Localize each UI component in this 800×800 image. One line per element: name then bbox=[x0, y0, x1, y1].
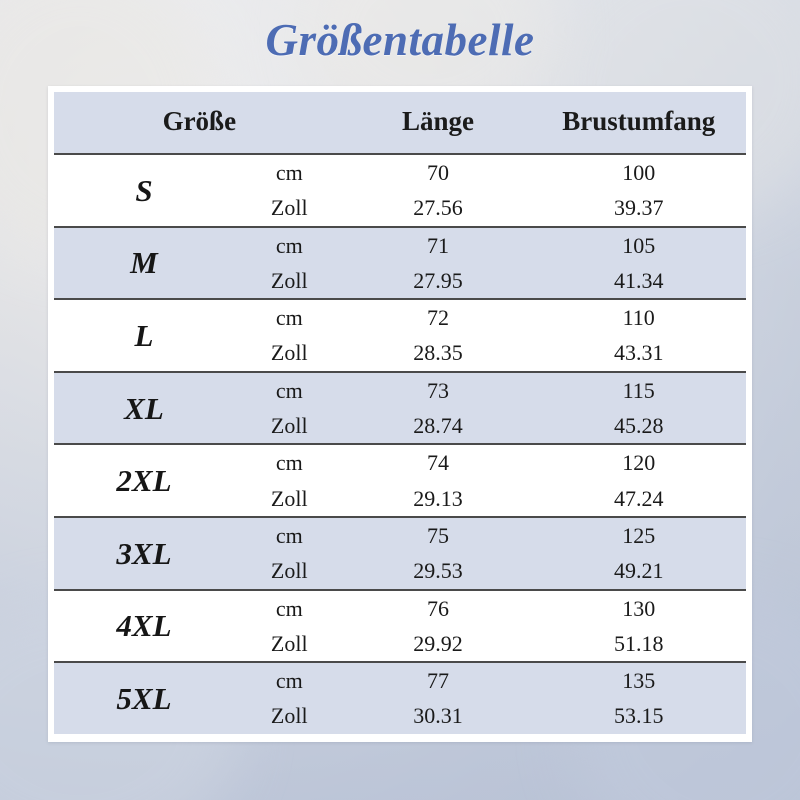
length-zoll-value: 28.35 bbox=[345, 335, 532, 371]
table-row bbox=[54, 517, 746, 553]
chest-zoll-value: 49.21 bbox=[531, 553, 746, 589]
length-zoll-value: 27.56 bbox=[345, 190, 532, 226]
unit-label-cm: cm bbox=[234, 517, 345, 553]
table-header-row bbox=[54, 92, 746, 154]
unit-label-cm: cm bbox=[234, 154, 345, 190]
chest-zoll-value: 53.15 bbox=[531, 698, 746, 733]
table-row bbox=[54, 299, 746, 335]
column-header-chest: Brustumfang bbox=[531, 92, 746, 154]
chest-zoll-value: 45.28 bbox=[531, 408, 746, 444]
size-label: 4XL bbox=[54, 590, 234, 663]
chest-zoll-value: 41.34 bbox=[531, 263, 746, 299]
length-zoll-value: 29.53 bbox=[345, 553, 532, 589]
unit-label-zoll: Zoll bbox=[234, 698, 345, 733]
chest-cm-value: 115 bbox=[531, 372, 746, 408]
chest-cm-value: 105 bbox=[531, 227, 746, 263]
unit-label-zoll: Zoll bbox=[234, 263, 345, 299]
unit-label-cm: cm bbox=[234, 227, 345, 263]
length-cm-value: 70 bbox=[345, 154, 532, 190]
length-zoll-value: 27.95 bbox=[345, 263, 532, 299]
chest-cm-value: 130 bbox=[531, 590, 746, 626]
chest-zoll-value: 47.24 bbox=[531, 481, 746, 517]
column-header-size: Größe bbox=[54, 92, 345, 154]
size-label: 5XL bbox=[54, 662, 234, 734]
length-cm-value: 77 bbox=[345, 662, 532, 698]
chest-zoll-value: 43.31 bbox=[531, 335, 746, 371]
table-row bbox=[54, 444, 746, 480]
size-label: 3XL bbox=[54, 517, 234, 590]
length-zoll-value: 29.92 bbox=[345, 626, 532, 662]
chest-cm-value: 120 bbox=[531, 444, 746, 480]
chest-zoll-value: 51.18 bbox=[531, 626, 746, 662]
unit-label-cm: cm bbox=[234, 444, 345, 480]
chest-cm-value: 125 bbox=[531, 517, 746, 553]
unit-label-zoll: Zoll bbox=[234, 408, 345, 444]
length-cm-value: 76 bbox=[345, 590, 532, 626]
unit-label-cm: cm bbox=[234, 299, 345, 335]
size-label: S bbox=[54, 154, 234, 227]
length-cm-value: 72 bbox=[345, 299, 532, 335]
unit-label-zoll: Zoll bbox=[234, 626, 345, 662]
size-table-container bbox=[48, 86, 752, 742]
unit-label-zoll: Zoll bbox=[234, 190, 345, 226]
unit-label-cm: cm bbox=[234, 372, 345, 408]
table-row bbox=[54, 227, 746, 263]
length-cm-value: 74 bbox=[345, 444, 532, 480]
length-zoll-value: 29.13 bbox=[345, 481, 532, 517]
unit-label-zoll: Zoll bbox=[234, 335, 345, 371]
chest-zoll-value: 39.37 bbox=[531, 190, 746, 226]
size-label: L bbox=[54, 299, 234, 372]
table-body bbox=[54, 154, 746, 734]
column-header-length: Länge bbox=[345, 92, 532, 154]
unit-label-zoll: Zoll bbox=[234, 553, 345, 589]
size-label: XL bbox=[54, 372, 234, 445]
unit-label-zoll: Zoll bbox=[234, 481, 345, 517]
chest-cm-value: 100 bbox=[531, 154, 746, 190]
length-cm-value: 73 bbox=[345, 372, 532, 408]
table-header bbox=[54, 92, 746, 154]
table-row bbox=[54, 590, 746, 626]
unit-label-cm: cm bbox=[234, 662, 345, 698]
length-cm-value: 71 bbox=[345, 227, 532, 263]
chest-cm-value: 110 bbox=[531, 299, 746, 335]
length-zoll-value: 30.31 bbox=[345, 698, 532, 733]
unit-label-cm: cm bbox=[234, 590, 345, 626]
table-row bbox=[54, 154, 746, 190]
size-label: M bbox=[54, 227, 234, 300]
size-table bbox=[54, 92, 746, 734]
table-row bbox=[54, 662, 746, 698]
page-title: Größentabelle bbox=[265, 15, 535, 65]
table-row bbox=[54, 372, 746, 408]
length-zoll-value: 28.74 bbox=[345, 408, 532, 444]
size-label: 2XL bbox=[54, 444, 234, 517]
chest-cm-value: 135 bbox=[531, 662, 746, 698]
length-cm-value: 75 bbox=[345, 517, 532, 553]
